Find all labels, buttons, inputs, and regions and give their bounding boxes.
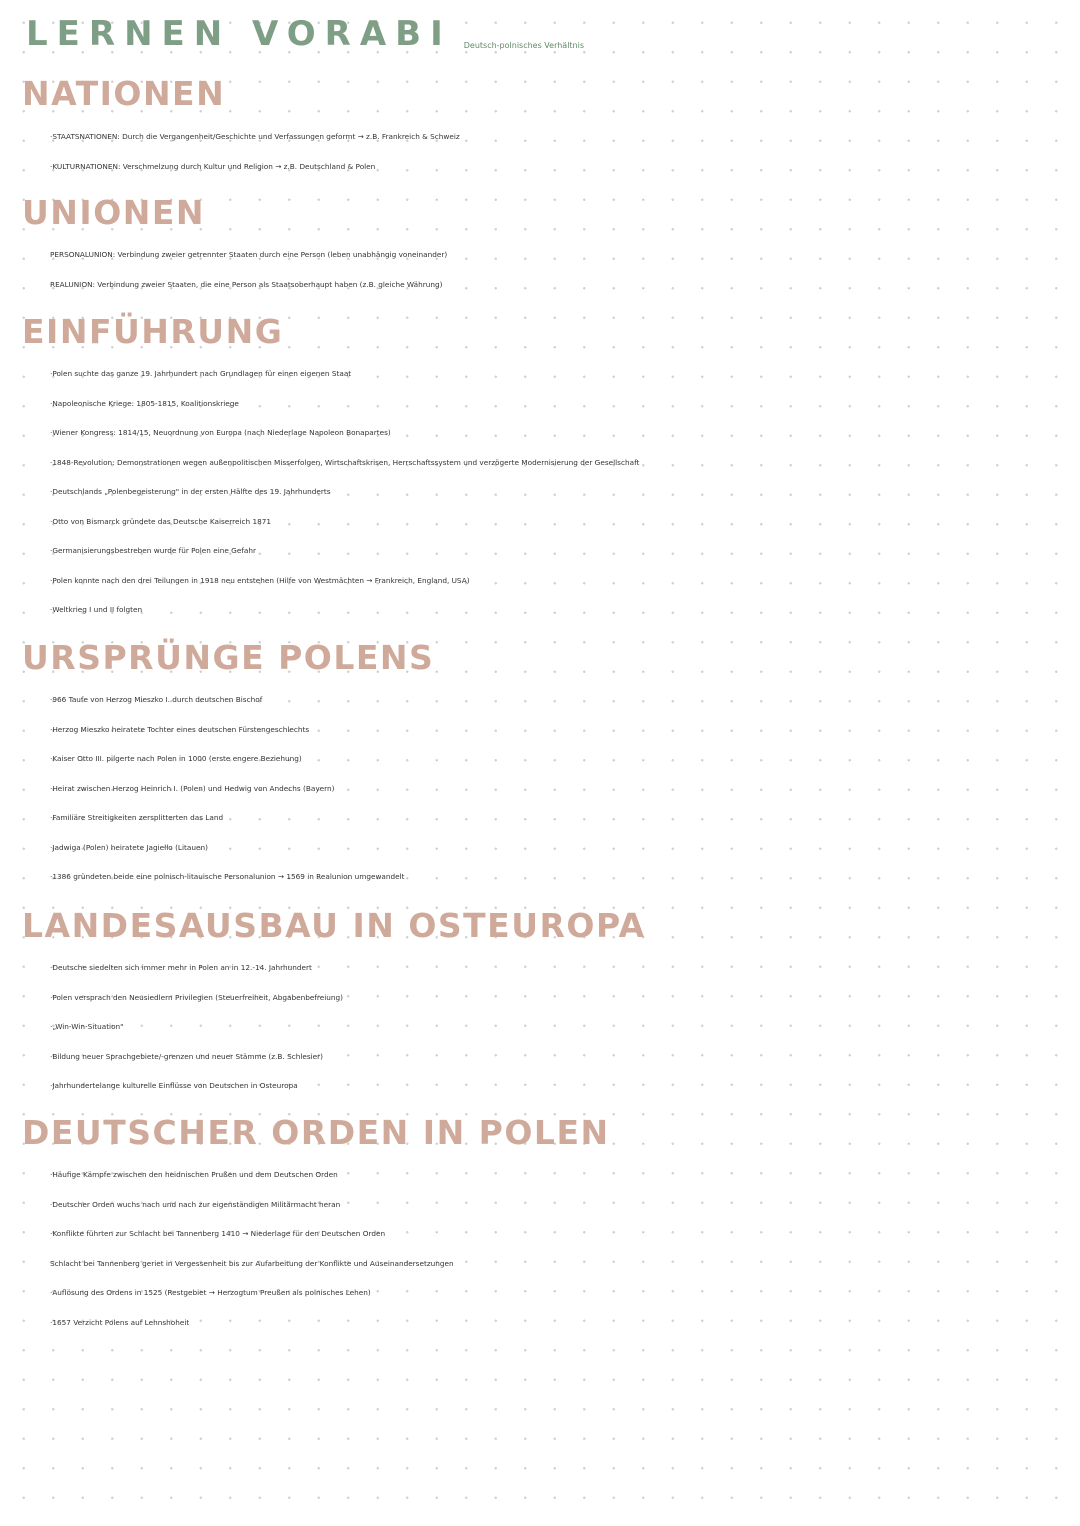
section-deutscher-orden [22, 1113, 610, 1345]
section-heading: NATIONEN [22, 74, 226, 113]
list-item: ·Polen suchte das ganze 19. Jahrhundert nach Grundlagen für einen eigenen Staat [50, 369, 352, 378]
list-item: REALUNION: Verbindung zweier Staaten, die eine Person als Staatsoberhaupt haben (z.B. gleiche Währung) [50, 279, 443, 289]
list-item: ·Deutscher Orden wuchs nach und nach zur eigenständigen Militärmacht heran [50, 1199, 341, 1209]
list-item: ·Bildung neuer Sprachgebiete/-grenzen und neuer Stämme (z.B. Schlesier) [50, 1051, 324, 1061]
section-heading: LANDESAUSBAU IN OSTEUROPA [22, 906, 646, 945]
section-unionen [22, 193, 447, 307]
page-subtitle: Deutsch-polnisches Verhältnis [463, 41, 585, 50]
list-item: ·1386 gründeten beide eine polnisch-litauische Personalunion → 1569 in Realunion umgewandelt [50, 872, 405, 881]
section-list [22, 693, 434, 900]
section-einfuehrung [22, 312, 639, 633]
list-item: ·Deutschlands „Polenbegeisterung" in der ersten Hälfte des 19. Jahrhunderts [50, 487, 331, 496]
section-list [22, 248, 447, 307]
list-item: Schlacht bei Tannenberg geriet in Vergessenheit bis zur Aufarbeitung der Konflikte und Auseinandersetzungen [50, 1258, 454, 1268]
list-item: ·Jahrhundertelange kulturelle Einflüsse von Deutschen in Osteuropa [50, 1081, 298, 1090]
list-item: ·966 Taufe von Herzog Mieszko I. durch deutschen Bischof [50, 695, 263, 704]
list-item: ·Kaiser Otto III. pilgerte nach Polen in 1000 (erste engere Beziehung) [50, 754, 302, 763]
list-item: ·Weltkrieg I und II folgten [50, 605, 143, 614]
list-item: ·Heirat zwischen Herzog Heinrich I. (Polen) und Hedwig von Andechs (Bayern) [50, 783, 335, 793]
list-item: ·Polen versprach den Neusiedlern Privilegien (Steuerfreiheit, Abgabenbefreiung) [50, 992, 343, 1002]
list-item: ·Wiener Kongress: 1814/15, Neuordnung von Europa (nach Niederlage Napoleon Bonapartes) [50, 428, 391, 437]
section-heading: DEUTSCHER ORDEN IN POLEN [22, 1113, 610, 1152]
list-item: ·Otto von Bismarck gründete das Deutsche Kaiserreich 1871 [50, 516, 272, 526]
list-item: PERSONALUNION: Verbindung zweier getrennter Staaten durch eine Person (leben unabhängig voneinander) [50, 250, 448, 259]
section-list [22, 367, 639, 633]
section-nationen [22, 74, 460, 189]
list-item: ·Jadwiga (Polen) heiratete Jagiełło (Litauen) [50, 842, 208, 852]
list-item: ·STAATSNATIONEN: Durch die Vergangenheit/Geschichte und Verfassungen geformt → z.B. Frankreich & Schweiz [50, 132, 460, 141]
list-item: ·Germanisierungsbestreben wurde für Polen eine Gefahr [50, 546, 256, 555]
list-item: ·„Win-Win-Situation" [50, 1022, 124, 1031]
list-item: ·Häufige Kämpfe zwischen den heidnischen Prußen und dem Deutschen Orden [50, 1170, 338, 1179]
list-item: ·1848-Revolution: Demonstrationen wegen außenpolitischen Misserfolgen, Wirtschaftskrisen, Herrschaftssystem und verzögerte Modernisierung der Gesellschaft [50, 457, 640, 467]
page-title: LERNEN VORABI [26, 14, 452, 54]
section-heading: UNIONEN [22, 193, 206, 232]
list-item: ·1657 Verzicht Polens auf Lehnshoheit [50, 1317, 190, 1327]
section-urspruenge-polens [22, 638, 434, 900]
list-item: ·Deutsche siedelten sich immer mehr in Polen an in 12.-14. Jahrhundert [50, 963, 312, 972]
section-list [22, 130, 460, 189]
section-heading: EINFÜHRUNG [22, 312, 284, 351]
list-item: ·Auflösung des Ordens in 1525 (Restgebiet → Herzogtum Preußen als polnisches Lehen) [50, 1288, 371, 1297]
list-item: ·Familiäre Streitigkeiten zersplitterten das Land [50, 813, 224, 822]
list-item: ·Konflikte führten zur Schlacht bei Tannenberg 1410 → Niederlage für den Deutschen Orden [50, 1229, 386, 1238]
list-item: ·KULTURNATIONEN: Verschmelzung durch Kultur und Religion → z.B. Deutschland & Polen [50, 161, 376, 171]
section-landesausbau [22, 906, 646, 1109]
list-item: ·Napoleonische Kriege: 1805-1815, Koalitionskriege [50, 398, 239, 408]
list-item: ·Herzog Mieszko heiratete Tochter eines deutschen Fürstengeschlechts [50, 724, 310, 734]
section-list [22, 961, 646, 1109]
section-list [22, 1168, 610, 1345]
list-item: ·Polen konnte nach den drei Teilungen in 1918 neu entstehen (Hilfe von Westmächten → Frankreich, England, USA) [50, 575, 470, 585]
title-row [26, 14, 584, 54]
section-heading: URSPRÜNGE POLENS [22, 638, 435, 677]
